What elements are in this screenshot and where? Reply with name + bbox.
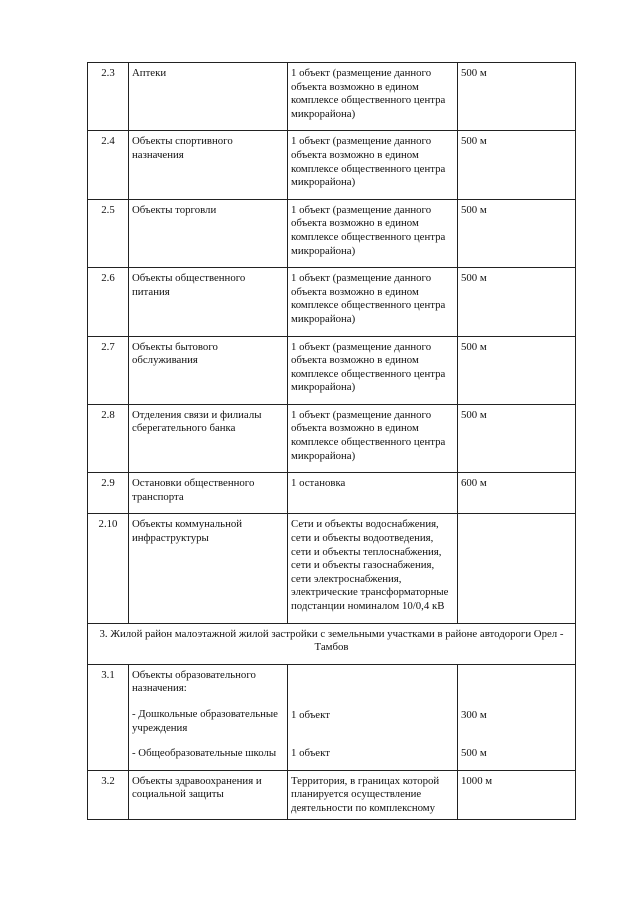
facility-name: Объекты коммунальной инфраструктуры [129, 514, 288, 623]
section-title: 3. Жилой район малоэтажной жилой застройки с земельными участками в районе автодороги Орел - Тамбов [88, 623, 576, 664]
facility-distance: 1000 м [458, 770, 576, 819]
table-row [88, 473, 576, 514]
facility-subitem-distance: 500 м [461, 746, 487, 759]
row-number: 2.8 [88, 404, 129, 472]
facility-name: Объекты здравоохранения и социальной защиты [129, 770, 288, 819]
row-number: 3.2 [88, 770, 129, 819]
facility-name: Аптеки [129, 63, 288, 131]
row-number: 2.6 [88, 268, 129, 336]
facility-capacity: 1 остановка [288, 473, 458, 514]
facility-distance: 500 м [458, 63, 576, 131]
facility-subitem-name: - Дошкольные образовательные учреждения [132, 707, 278, 734]
row-number: 2.7 [88, 336, 129, 404]
row-number: 2.9 [88, 473, 129, 514]
facility-capacity: 1 объект (размещение данного объекта возможно в едином комплексе общественного центра микрорайона) [288, 268, 458, 336]
table-row [88, 336, 576, 404]
facility-group-name: Объекты образовательного назначения: [132, 668, 256, 695]
facilities-table [87, 62, 576, 820]
facility-capacity: Территория, в границах которой планируется осуществление деятельности по комплексному [288, 770, 458, 819]
facility-distance: 500 м [458, 199, 576, 267]
facility-name: Объекты общественного питания [129, 268, 288, 336]
facility-subitem-capacity: 1 объект [291, 708, 330, 721]
facility-name: Отделения связи и филиалы сберегательного банка [129, 404, 288, 472]
facility-capacity: 1 объект (размещение данного объекта возможно в едином комплексе общественного центра микрорайона) [288, 63, 458, 131]
facility-name: Объекты торговли [129, 199, 288, 267]
facility-distance [458, 664, 576, 770]
facility-name: Объекты бытового обслуживания [129, 336, 288, 404]
table-row [88, 63, 576, 131]
facility-subitem-capacity: 1 объект [291, 746, 330, 759]
facility-capacity: 1 объект (размещение данного объекта возможно в едином комплексе общественного центра микрорайона) [288, 336, 458, 404]
facility-capacity [288, 664, 458, 770]
table-row [88, 514, 576, 623]
row-number: 2.4 [88, 131, 129, 199]
facility-distance: 500 м [458, 336, 576, 404]
facility-distance: 600 м [458, 473, 576, 514]
row-number: 2.5 [88, 199, 129, 267]
table-row [88, 199, 576, 267]
facility-capacity: Сети и объекты водоснабжения, сети и объекты водоотведения, сети и объекты теплоснабжения, сети и объекты газоснабжения, сети электроснабжения, электрические трансформаторные подстанции номиналом 10/0,4 кВ [288, 514, 458, 623]
table-row [88, 664, 576, 770]
facility-capacity: 1 объект (размещение данного объекта возможно в едином комплексе общественного центра микрорайона) [288, 199, 458, 267]
table-row [88, 404, 576, 472]
facility-distance: 500 м [458, 268, 576, 336]
row-number: 2.10 [88, 514, 129, 623]
table-row [88, 268, 576, 336]
facility-capacity: 1 объект (размещение данного объекта возможно в едином комплексе общественного центра микрорайона) [288, 404, 458, 472]
row-number: 3.1 [88, 664, 129, 770]
section-header-row [88, 623, 576, 664]
facility-name: Объекты спортивного назначения [129, 131, 288, 199]
row-number: 2.3 [88, 63, 129, 131]
table-row [88, 770, 576, 819]
facility-name: Остановки общественного транспорта [129, 473, 288, 514]
facility-subitem-name: - Общеобразовательные школы [132, 747, 277, 760]
facility-distance: 500 м [458, 131, 576, 199]
facility-subitem-distance: 300 м [461, 708, 487, 721]
facility-capacity: 1 объект (размещение данного объекта возможно в едином комплексе общественного центра микрорайона) [288, 131, 458, 199]
facility-name [129, 664, 288, 770]
facility-distance [458, 514, 576, 623]
table-row [88, 131, 576, 199]
facility-distance: 500 м [458, 404, 576, 472]
